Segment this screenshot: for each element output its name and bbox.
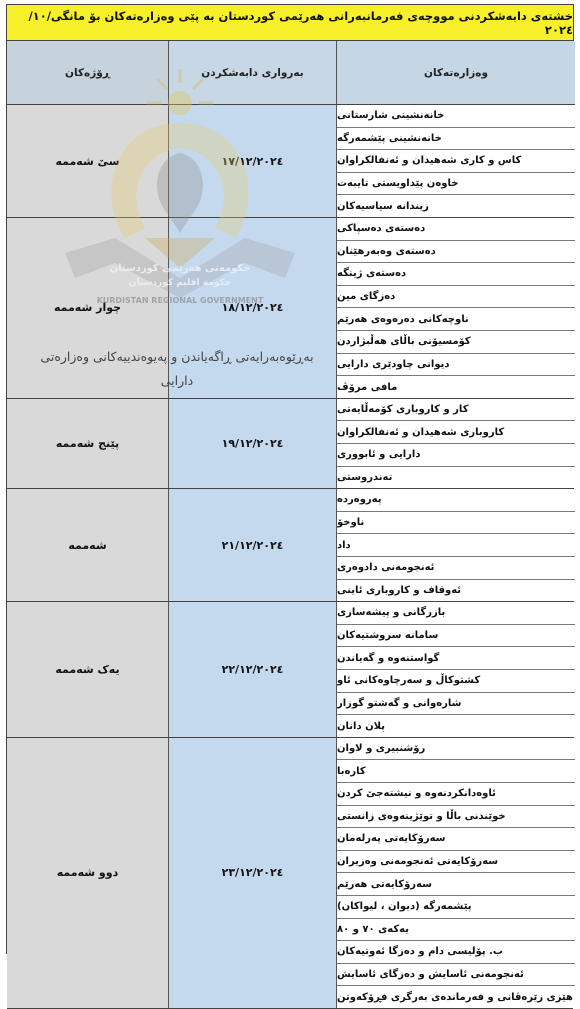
distribution-date: ٢٣/١٢/٢٠٢٤ xyxy=(221,866,284,880)
ministry-row: دەزگای مین xyxy=(337,286,575,309)
schedule-group xyxy=(7,602,573,738)
ministry-row: کارەبا xyxy=(337,760,575,783)
day-cell: پێنج شەممە xyxy=(7,399,169,488)
ministry-row: کاس و کاری شەهیدان و ئەنفالکراوان xyxy=(337,150,575,173)
schedule-group xyxy=(7,105,573,218)
date-cell xyxy=(169,399,337,488)
ministry-row: خاوەن پێداویستی تایبەت xyxy=(337,173,575,196)
ministry-row: دەستەی ژینگە xyxy=(337,263,575,286)
ministry-row: شارەوانی و گەشتو گوزار xyxy=(337,693,575,716)
distribution-date: ١٩/١٢/٢٠٢٤ xyxy=(221,436,284,450)
date-cell xyxy=(169,602,337,737)
ministries-cell xyxy=(337,105,575,217)
ministry-row: سەرۆکایەتی ئەنجومەنی وەزیران xyxy=(337,851,575,874)
distribution-date: ١٨/١٢/٢٠٢٤ xyxy=(221,301,284,315)
emblem-text-arabic: حکومة اقليم كوردستان xyxy=(128,278,232,288)
ministry-row: کاروباری شەهیدان و ئەنفالکراوان xyxy=(337,421,575,444)
table-title: خشتەی دابەشکردنی مووچەی فەرمانبەرانی هەرێمی کوردستان بە پێی وەزارەتەکان بۆ مانگی/١٠/ ٢٠٢٤ xyxy=(7,5,573,41)
distribution-date: ٢٢/١٢/٢٠٢٤ xyxy=(221,662,284,676)
ministry-row: ئەنجومەنی ئاسایش و دەزگای ئاسایش xyxy=(337,964,575,987)
ministry-row: پەروەردە xyxy=(337,489,575,512)
ministry-row: گواستنەوە و گەیاندن xyxy=(337,647,575,670)
date-cell xyxy=(169,105,337,217)
ministry-row: سەرۆکایەتی هەرێم xyxy=(337,873,575,896)
schedule-group xyxy=(7,489,573,602)
ministry-row: ئاوەدانکردنەوە و نیشتەجێ کردن xyxy=(337,783,575,806)
ministry-row: کشتوکاڵ و سەرچاوەکانی ئاو xyxy=(337,670,575,693)
ministry-row: ناوچەکانی دەرەوەی هەرێم xyxy=(337,308,575,331)
date-cell xyxy=(169,218,337,398)
ministries-cell xyxy=(337,738,575,1008)
ministry-row: دیوانی چاودێری دارایی xyxy=(337,354,575,377)
ministry-row: خانەنشینی پێشمەرگە xyxy=(337,128,575,151)
ministry-row: ناوخۆ xyxy=(337,512,575,535)
ministry-row: کار و کاروباری کۆمەڵایەتی xyxy=(337,399,575,422)
ministry-row: خوێندنی باڵا و توێژینەوەی زانستی xyxy=(337,806,575,829)
ministry-media-note: بەڕێوەبەرایەتی ڕاگەیاندن و پەیوەندییەکانی وەزارەتی دارایی xyxy=(40,349,314,388)
ministry-row: پێشمەرگە (دیوان ، لیواکان) xyxy=(337,896,575,919)
day-cell: یەک شەممە xyxy=(7,602,169,737)
schedule-group xyxy=(7,399,573,489)
day-cell: چوار شەممە xyxy=(7,218,169,398)
ministries-cell xyxy=(337,602,575,737)
emblem-text-english: KURDISTAN REGIONAL GOVERNMENT xyxy=(96,296,264,305)
ministry-row: دەستەی وەبەرهێنان xyxy=(337,241,575,264)
ministry-row: دارایی و ئابووری xyxy=(337,444,575,467)
ministries-cell xyxy=(337,489,575,601)
distribution-date: ٢١/١٢/٢٠٢٤ xyxy=(221,538,284,552)
header-ministries: وەزارەتەکان xyxy=(337,41,575,105)
ministry-row: سامانە سروشتیەکان xyxy=(337,625,575,648)
schedule-table xyxy=(6,4,574,1004)
ministry-row: خانەنشینی شارستانی xyxy=(337,105,575,128)
schedule-group xyxy=(7,218,573,399)
ministry-row: مافی مرۆڤ xyxy=(337,381,398,393)
ministry-row: رۆشنبیری و لاوان xyxy=(337,738,575,761)
date-cell xyxy=(169,489,337,601)
ministry-row: تەندروستی xyxy=(337,472,393,484)
ministry-row: هێزی زێرەڤانی و فەرماندەی بەرگری فڕۆکەوتن xyxy=(337,992,573,1004)
header-days: ڕۆژەکان xyxy=(7,41,169,105)
day-cell: دوو شەممە xyxy=(7,738,169,1008)
ministry-row: سەرۆکایەتی پەرلەمان xyxy=(337,828,575,851)
ministries-cell xyxy=(337,399,575,488)
emblem-text-kurdish: حکومەتی هەرێمی کوردستان xyxy=(109,263,251,274)
distribution-date: ١٧/١٢/٢٠٢٤ xyxy=(221,154,284,168)
ministry-row: کۆمسیۆنی باڵای هەڵبژاردن xyxy=(337,331,575,354)
ministry-row: ئەنجومەنی دادوەری xyxy=(337,557,575,580)
header-date: بەرواری دابەشکردن xyxy=(169,41,337,105)
day-cell: شەممە xyxy=(7,489,169,601)
ministry-row: زیندانە سیاسیەکان xyxy=(337,201,429,213)
ministry-row: بازرگانی و پیشەسازی xyxy=(337,602,575,625)
date-cell xyxy=(169,738,337,1008)
ministry-row: ئەوقاف و کاروباری ئاینی xyxy=(337,585,462,597)
ministry-row: ب. پۆلیسی دام و دەزگا ئەوتیەکان xyxy=(337,941,575,964)
ministries-cell xyxy=(337,218,575,398)
ministry-row: پلان دانان xyxy=(337,720,385,732)
day-cell: سێ شەممە xyxy=(7,105,169,217)
ministry-row: داد xyxy=(337,534,575,557)
ministry-row: دەستەی دەسپاکی xyxy=(337,218,575,241)
ministry-row: یەکەی ٧٠ و ٨٠ xyxy=(337,919,575,942)
schedule-group xyxy=(7,738,573,1009)
